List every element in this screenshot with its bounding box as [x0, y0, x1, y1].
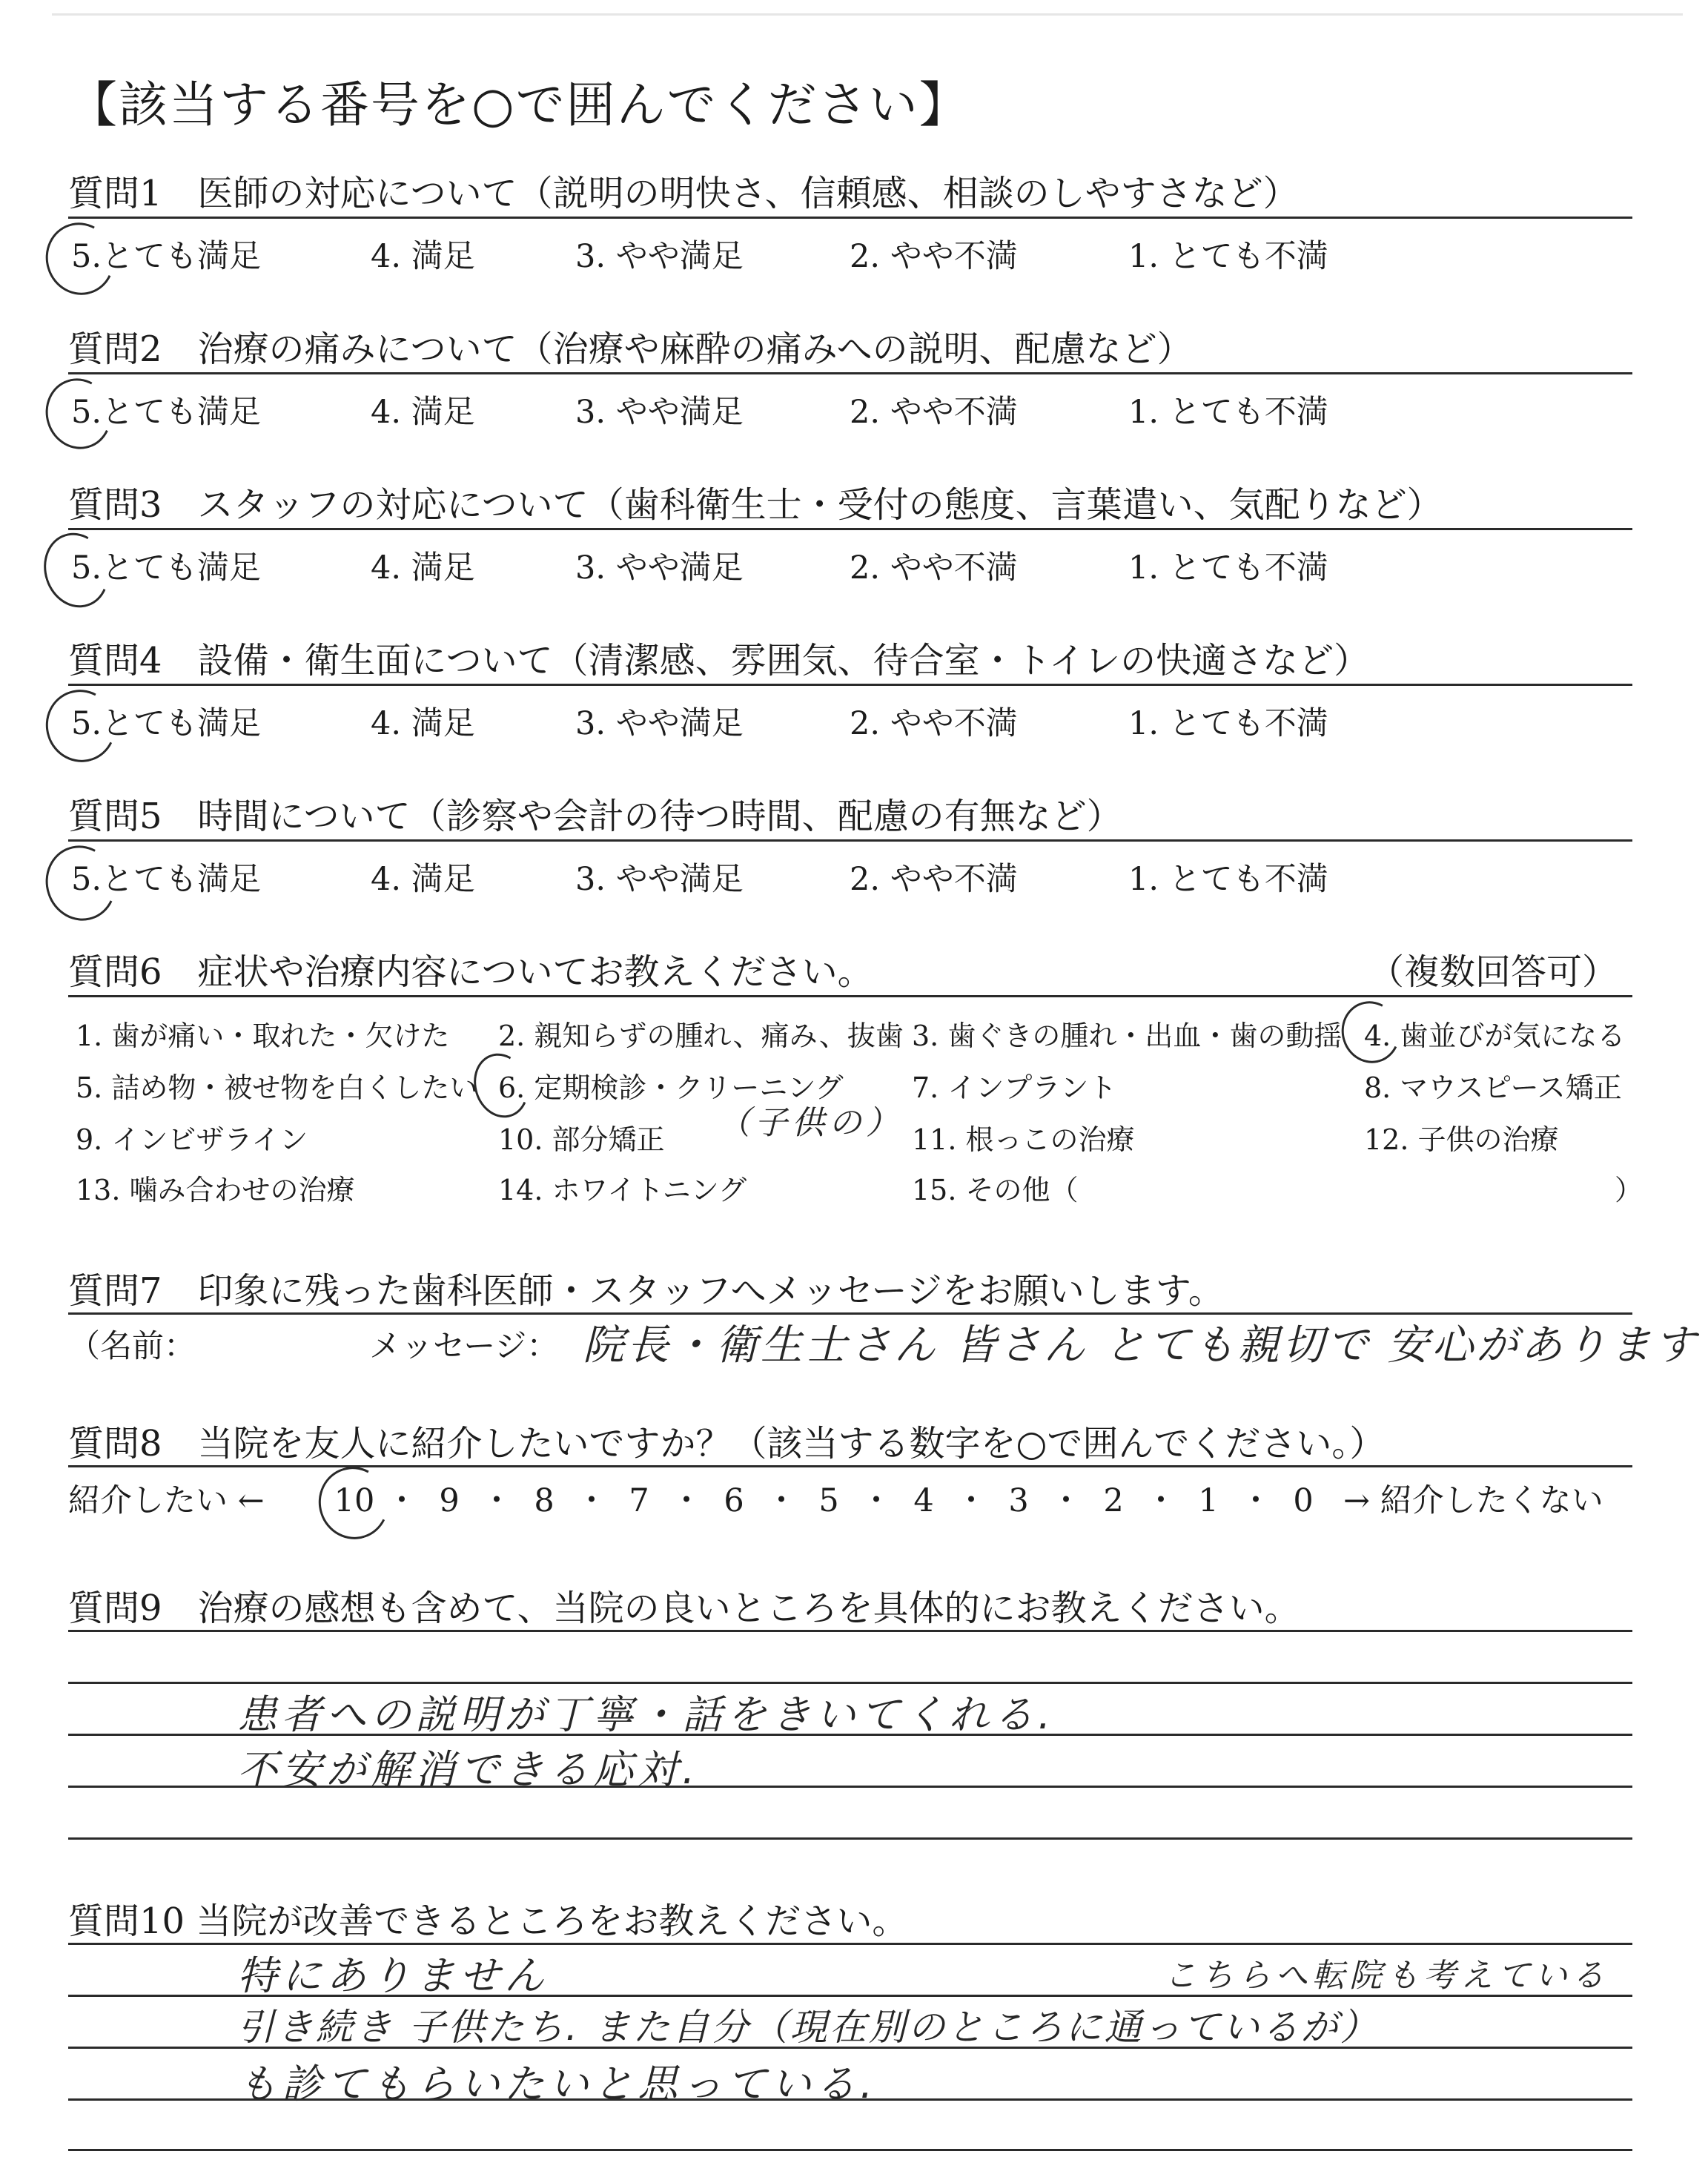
q9-line-5: [68, 1837, 1632, 1840]
q8-sep: ・: [385, 1482, 418, 1519]
q9-answer-line-2: 不安が解消できる応対.: [237, 1746, 700, 1793]
question-6-note: （複数回答可）: [1368, 951, 1618, 993]
q7-message-label: メッセージ：: [369, 1328, 559, 1365]
question-1-title: 質問1 医師の対応について（説明の明快さ、信頼感、相談のしやすさなど）: [68, 173, 1299, 214]
q8-scale-6[interactable]: 6: [724, 1482, 744, 1519]
q8-sep: ・: [1239, 1482, 1272, 1519]
q6-circle-option-4: [1334, 994, 1408, 1071]
question-4-title: 質問4 設備・衛生面について（清潔感、雰囲気、待合室・トイレの快適さなど）: [68, 640, 1370, 681]
q3-option-1[interactable]: 1. とても不満: [1128, 549, 1328, 587]
question-7-title: 質問7 印象に残った歯科医師・スタッフへメッセージをお願いします。: [68, 1270, 1224, 1312]
question-8-rule: [68, 1465, 1632, 1467]
q4-option-4[interactable]: 4. 満足: [371, 705, 475, 742]
q6-option-9[interactable]: 9. インビザライン: [76, 1123, 308, 1156]
q8-right-label: → 紹介したくない: [1343, 1482, 1603, 1519]
q9-line-1: [68, 1630, 1632, 1632]
q6-option-6[interactable]: 6. 定期検診・クリーニング: [498, 1071, 844, 1104]
q8-scale-3[interactable]: 3: [1008, 1482, 1029, 1519]
q6-option-14[interactable]: 14. ホワイトニング: [498, 1174, 747, 1206]
q6-option-11[interactable]: 11. 根っこの治療: [912, 1123, 1135, 1156]
q5-option-2[interactable]: 2. やや不満: [850, 861, 1018, 898]
scan-edge: [52, 13, 1683, 16]
q8-scale-8[interactable]: 8: [534, 1482, 555, 1519]
q3-option-4[interactable]: 4. 満足: [371, 549, 475, 587]
q10-line-5: [68, 2149, 1632, 2151]
q6-other-close-paren: ）: [1615, 1174, 1644, 1206]
q6-handwritten-note: （子供の）: [718, 1104, 903, 1142]
q4-answer-circle: [36, 681, 125, 771]
page-title: 【該当する番号を○で囲んでください】: [68, 76, 970, 133]
q6-option-12[interactable]: 12. 子供の治療: [1364, 1123, 1559, 1156]
q8-sep: ・: [860, 1482, 893, 1519]
q4-option-3[interactable]: 3. やや満足: [575, 705, 744, 742]
question-2-rule: [68, 372, 1632, 374]
q6-option-4[interactable]: 4. 歯並びが気になる: [1364, 1020, 1626, 1052]
question-6-title: 質問6 症状や治療内容についてお教えください。: [68, 951, 873, 993]
q6-circle-option-6: [466, 1046, 537, 1125]
q8-scale-7[interactable]: 7: [629, 1482, 649, 1519]
question-3-rule: [68, 528, 1632, 530]
q6-option-13[interactable]: 13. 噛み合わせの治療: [76, 1174, 355, 1206]
q2-option-4[interactable]: 4. 満足: [371, 394, 475, 431]
q8-scale-10[interactable]: 10: [334, 1482, 375, 1519]
question-1-rule: [68, 217, 1632, 219]
q10-answer-line-3: も診てもらいたいと思っている.: [237, 2061, 878, 2107]
q8-sep: ・: [1050, 1482, 1082, 1519]
q6-option-10[interactable]: 10. 部分矯正: [498, 1123, 665, 1156]
q8-scale-1[interactable]: 1: [1198, 1482, 1219, 1519]
q6-option-8[interactable]: 8. マウスピース矯正: [1364, 1071, 1622, 1104]
q2-option-2[interactable]: 2. やや不満: [850, 394, 1018, 431]
q6-option-1[interactable]: 1. 歯が痛い・取れた・欠けた: [76, 1020, 450, 1052]
q7-name-label: （名前：: [68, 1328, 196, 1365]
q8-scale-5[interactable]: 5: [818, 1482, 839, 1519]
q8-scale-2[interactable]: 2: [1103, 1482, 1124, 1519]
q8-sep: ・: [670, 1482, 703, 1519]
q6-option-7[interactable]: 7. インプラント: [912, 1071, 1117, 1104]
q2-option-3[interactable]: 3. やや満足: [575, 394, 744, 431]
q8-scale: [326, 1476, 1331, 1521]
q8-scale-0[interactable]: 0: [1293, 1482, 1314, 1519]
q5-option-3[interactable]: 3. やや満足: [575, 861, 744, 898]
q8-left-label: 紹介したい ←: [68, 1482, 265, 1519]
question-5-rule: [68, 839, 1632, 842]
q3-answer-circle: [34, 524, 118, 616]
q6-option-2[interactable]: 2. 親知らずの腫れ、痛み、抜歯: [498, 1020, 904, 1052]
q5-answer-circle: [36, 836, 126, 930]
q6-option-15[interactable]: 15. その他（: [912, 1174, 1079, 1206]
q3-option-5[interactable]: 5.とても満足: [71, 549, 262, 587]
q8-scale-4[interactable]: 4: [913, 1482, 934, 1519]
q1-option-3[interactable]: 3. やや満足: [575, 238, 744, 275]
q1-option-2[interactable]: 2. やや不満: [850, 238, 1018, 275]
q10-answer-line-1: 特にありません: [237, 1952, 549, 1999]
q10-answer-line-2: 引き続き 子供たち. また自分（現在別のところに通っているが）: [237, 2006, 1380, 2049]
question-4-rule: [68, 684, 1632, 686]
q5-option-5[interactable]: 5.とても満足: [71, 861, 262, 898]
question-3-title: 質問3 スタッフの対応について（歯科衛生士・受付の態度、言葉遣い、気配りなど）: [68, 484, 1443, 526]
q1-option-4[interactable]: 4. 満足: [371, 238, 475, 275]
question-8-title: 質問8 当院を友人に紹介したいですか？（該当する数字を○で囲んでください。）: [68, 1423, 1386, 1464]
q4-option-2[interactable]: 2. やや不満: [850, 705, 1018, 742]
q6-option-5[interactable]: 5. 詰め物・被せ物を白くしたい: [76, 1071, 478, 1104]
q10-answer-note: こちらへ転院も考えている: [1164, 1957, 1609, 1995]
question-10-title: 質問10 当院が改善できるところをお教えください。: [68, 1900, 908, 1942]
q8-sep: ・: [765, 1482, 798, 1519]
q2-option-1[interactable]: 1. とても不満: [1128, 394, 1328, 431]
q3-option-3[interactable]: 3. やや満足: [575, 549, 744, 587]
q5-option-1[interactable]: 1. とても不満: [1128, 861, 1328, 898]
q3-option-2[interactable]: 2. やや不満: [850, 549, 1018, 587]
q8-sep: ・: [1145, 1482, 1177, 1519]
q8-scale-9[interactable]: 9: [439, 1482, 460, 1519]
q1-option-1[interactable]: 1. とても不満: [1128, 238, 1328, 275]
q7-handwritten-message: 院長・衛生士さん 皆さん とても親切で 安心があります: [583, 1321, 1699, 1370]
q2-option-5[interactable]: 5.とても満足: [71, 394, 262, 431]
q9-answer-line-1: 患者への説明が丁寧・話をきいてくれる.: [237, 1691, 1056, 1738]
q8-sep: ・: [480, 1482, 513, 1519]
q4-option-1[interactable]: 1. とても不満: [1128, 705, 1328, 742]
q4-option-5[interactable]: 5.とても満足: [71, 705, 262, 742]
question-2-title: 質問2 治療の痛みについて（治療や麻酔の痛みへの説明、配慮など）: [68, 328, 1193, 370]
question-5-title: 質問5 時間について（診察や会計の待つ時間、配慮の有無など）: [68, 796, 1122, 837]
q8-sep: ・: [955, 1482, 987, 1519]
q5-option-4[interactable]: 4. 満足: [371, 861, 475, 898]
q1-option-5[interactable]: 5.とても満足: [71, 238, 262, 275]
q2-answer-circle: [36, 370, 120, 458]
q6-option-3[interactable]: 3. 歯ぐきの腫れ・出血・歯の動揺: [912, 1020, 1343, 1052]
question-6-rule: [68, 995, 1632, 997]
question-9-title: 質問9 治療の感想も含めて、当院の良いところを具体的にお教えください。: [68, 1588, 1300, 1629]
q8-sep: ・: [575, 1482, 608, 1519]
q8-answer-circle: [309, 1458, 398, 1548]
q1-answer-circle: [36, 214, 124, 304]
